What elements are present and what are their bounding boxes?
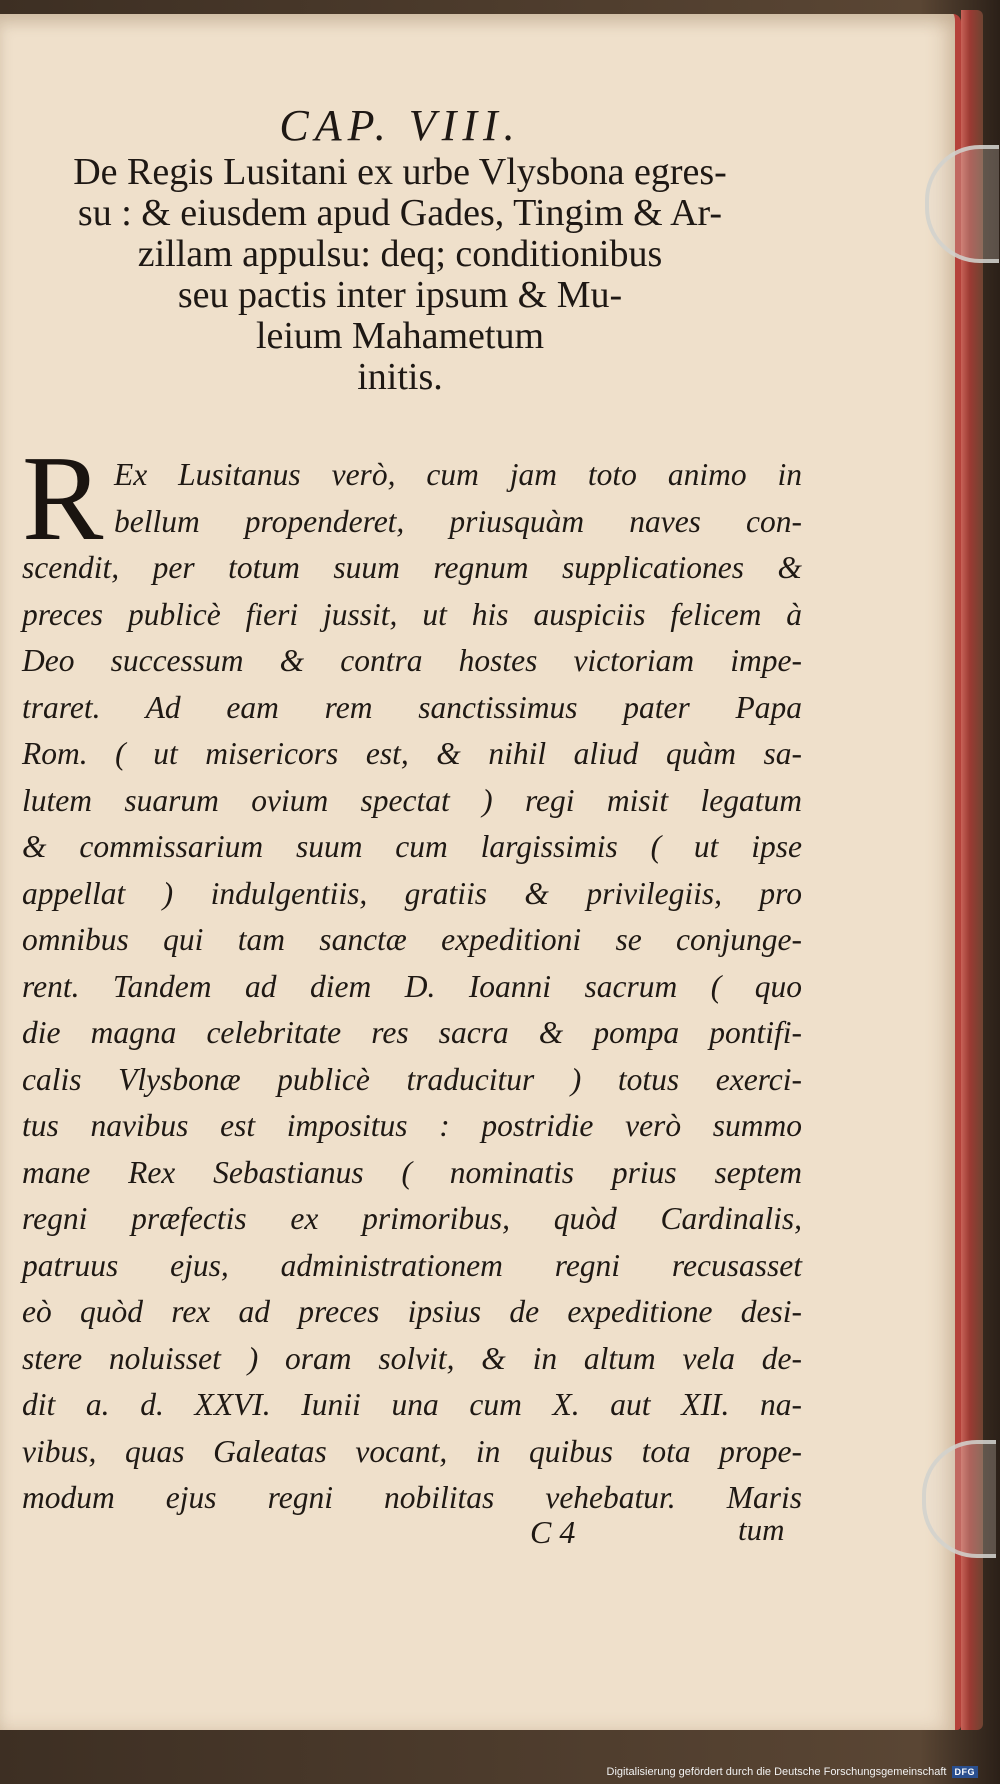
text-line: vibus, quas Galeatas vocant, in quibus tota prope-	[22, 1433, 802, 1469]
catchword: tum	[738, 1512, 785, 1547]
text-line: scendit, per totum suum regnum supplicationes &	[22, 550, 802, 585]
chapter-heading	[20, 100, 780, 398]
text-line: omnibus qui tam sanctæ expeditioni se conjunge-	[22, 922, 802, 957]
drop-cap: R	[22, 431, 104, 566]
dfg-logo: DFG	[952, 1766, 979, 1778]
text-line: die magna celebritate res sacra & pompa pontifi-	[22, 1015, 802, 1050]
heading-line: su : & eiusdem apud Gades, Tingim & Ar-	[77, 192, 723, 234]
book-page	[0, 14, 961, 1730]
text-line: regni præfectis ex primoribus, quòd Cardinalis,	[22, 1201, 802, 1236]
text-line: appellat ) indulgentiis, gratiis & privilegiis, pro	[22, 875, 802, 911]
text-line: preces publicè fieri jussit, ut his auspiciis felicem à	[22, 596, 802, 632]
text-line: Rom. ( ut misericors est, & nihil aliud quàm sa-	[22, 736, 802, 771]
heading-line: De Regis Lusitani ex urbe Vlysbona egres-	[73, 151, 727, 193]
text-line: stere noluisset ) oram solvit, & in altum vela de-	[22, 1340, 802, 1376]
chapter-number: CAP. VIII.	[279, 101, 521, 150]
text-line: rent. Tandem ad diem D. Ioanni sacrum ( quo	[22, 968, 802, 1004]
text-line: traret. Ad eam rem sanctissimus pater Papa	[22, 689, 802, 725]
heading-line: zillam appulsu: deq; conditionibus	[137, 233, 663, 275]
text-line: mane Rex Sebastianus ( nominatis prius septem	[22, 1154, 802, 1190]
text-line: Ex Lusitanus verò, cum jam toto animo in	[114, 457, 802, 492]
text-line: bellum propenderet, priusquàm naves con-	[114, 503, 802, 539]
text-line: Deo successum & contra hostes victoriam impe-	[22, 643, 802, 678]
heading-line: initis.	[357, 356, 443, 398]
credit-text: Digitalisierung gefördert durch die Deutsche Forschungsgemeinschaft	[606, 1766, 947, 1778]
text-line: calis Vlysbonæ publicè traducitur ) totus exerci-	[22, 1061, 802, 1097]
heading-line: leium Mahametum	[255, 315, 545, 357]
text-line: modum ejus regni nobilitas vehebatur. Maris	[22, 1480, 802, 1515]
text-line: dit a. d. XXVI. Iunii una cum X. aut XII. na-	[22, 1387, 802, 1422]
text-line: eò quòd rex ad preces ipsius de expeditione desi-	[22, 1294, 802, 1329]
heading-line: seu pactis inter ipsum & Mu-	[177, 274, 623, 316]
signature-mark: C 4	[530, 1514, 576, 1550]
text-line: patruus ejus, administrationem regni recusasset	[22, 1247, 802, 1283]
digitization-credit	[607, 1766, 978, 1778]
text-line: tus navibus est impositus : postridie verò summo	[22, 1108, 802, 1143]
text-line: lutem suarum ovium spectat ) regi misit legatum	[22, 782, 802, 818]
text-line: & commissarium suum cum largissimis ( ut ipse	[22, 829, 802, 864]
body-text	[22, 431, 802, 1522]
